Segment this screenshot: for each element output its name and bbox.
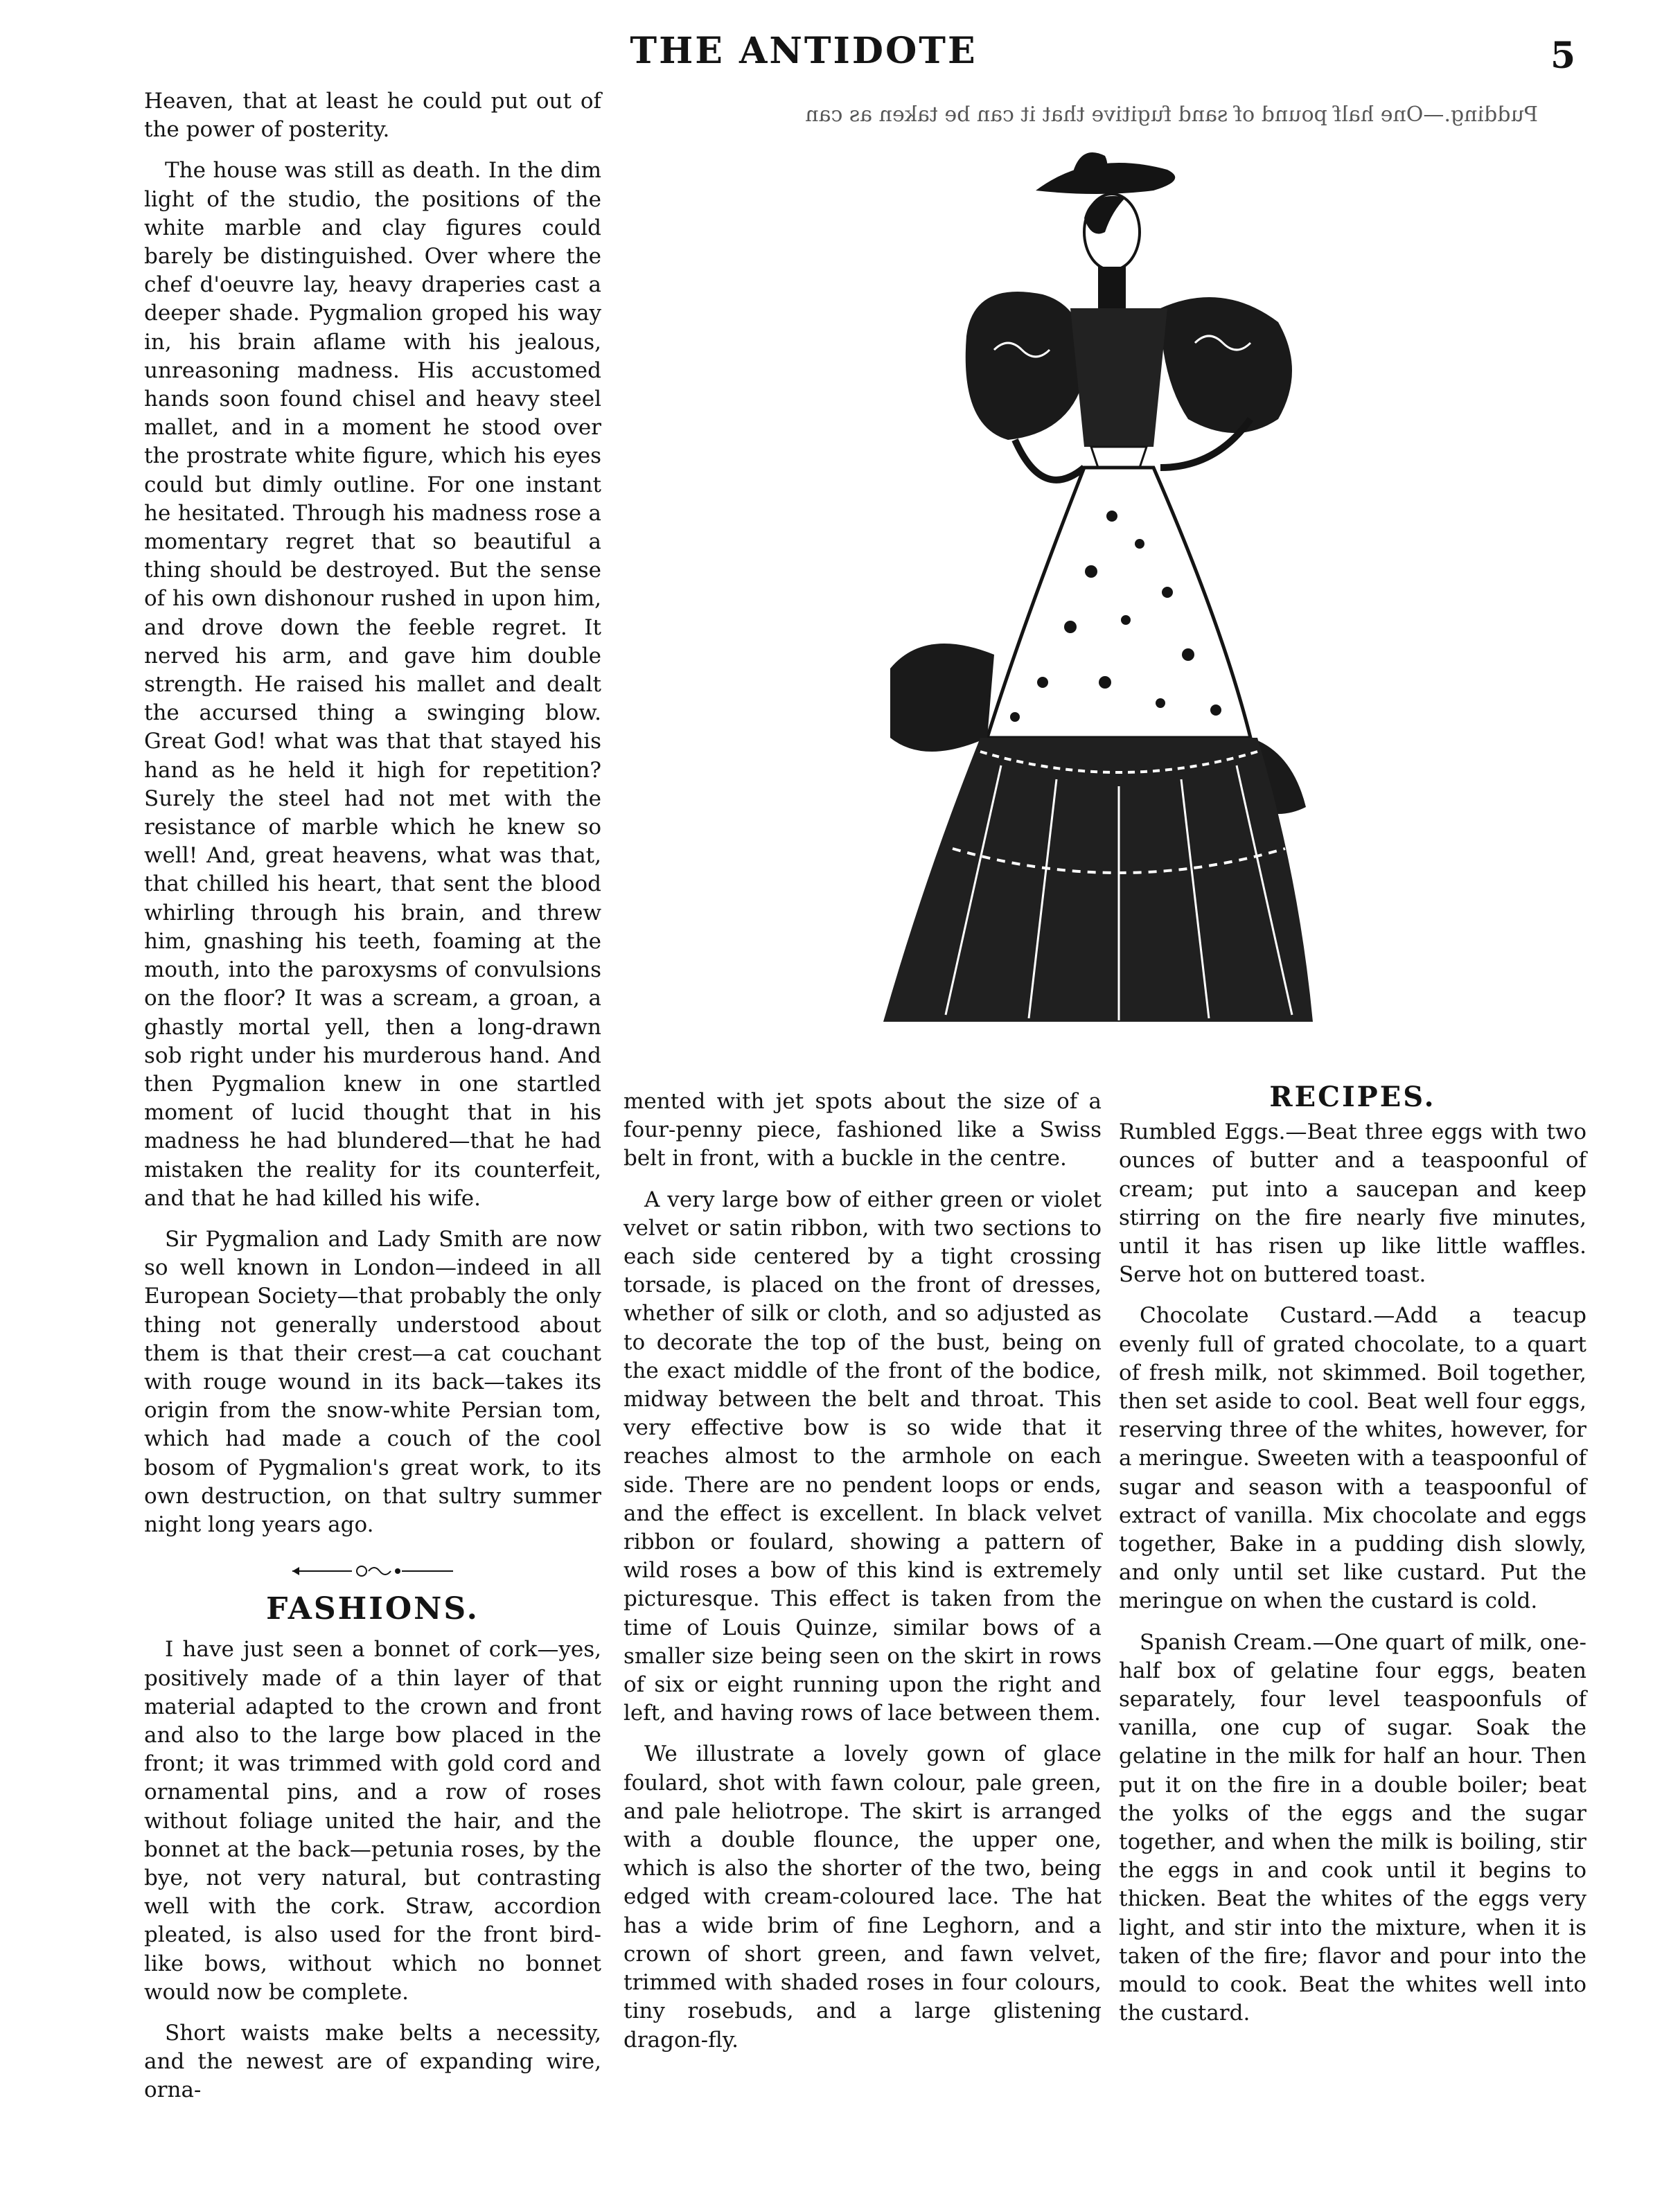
recipes-column xyxy=(1119,1083,1586,2041)
fashions-paragraph: A very large bow of either green or violet velvet or satin ribbon, with two sections to each side centered by a tight crossing torsade, is placed on the front of dresses, whether of silk or cloth, and so adjusted as to decorate the top of the bust, being on the exact middle of the front of the bodice, midway between the belt and throat. This very effective bow is so wide that it reaches almost to the armhole on each side. There are no pendent loops or ends, and the effect is excellent. In black velvet ribbon or foulard, showing a pattern of wild roses a bow of this kind is extremely picturesque. This effect is taken from the time of Louis Quinze, similar bows of a smaller size being seen on the skirt in rows of six or eight running upon the right and left, and having rows of lace between them. xyxy=(624,1187,1102,1726)
story-paragraph: The house was still as death. In the dim light of the studio, the positions of the white marble and clay figures could barely be distinguished. Over where the chef d'oeuvre lay, heavy draperies cast a deeper shade. Pygmalion groped his way in, his brain aflame with his jealous, unreasoning madness. His accustomed hands soon found chisel and heavy steel mallet, and in a moment he stood over the prostrate white figure, which his eyes could but dimly outline. For one instant he hesitated. Through his madness rose a momentary regret that so beautiful a thing should be destroyed. But the sense of his own dishonour rushed in upon him, and drove down the feeble regret. It nerved his arm, and gave him double strength. He raised his mallet and dealt the accursed thing a swinging blow. Great God! what was that that stayed his hand as he held it high for repetition? Surely the steel had not met with the resistance of marble which he knew so well! And, great heavens, what was that, that chilled his heart, that sent the blood whirling through his brain, and threw him, gnashing his teeth, foaming at the mouth, into the paroxysms of convulsions on the floor? It was a scream, a groan, a ghastly mortal yell, then a long-drawn sob right under his murderous hand. And then Pygmalion knew in one startled moment of lucid thought that in his madness he had blundered—that he had mistaken the reality for its counterfeit, and that he had killed his wife. xyxy=(144,158,601,1211)
story-paragraph: Sir Pygmalion and Lady Smith are now so well known in London—indeed in all European Society—that probably the only thing not generally understood about them is that their crest—a cat couchant with rouge wound in its back—takes its origin from the snow-white Persian tom, which had made a couch of the cool bosom of Pygmalion's great work, to its own destruction, on that sultry summer night long years ago. xyxy=(144,1226,601,1537)
recipes-heading: RECIPES. xyxy=(1269,1081,1436,1113)
story-paragraph: Heaven, that at least he could put out of the power of posterity. xyxy=(144,89,601,143)
fashions-paragraph: Short waists make belts a necessity, and the newest are of expanding wire, orna- xyxy=(144,2021,601,2103)
fashions-heading: FASHIONS. xyxy=(266,1591,479,1627)
story-column xyxy=(144,87,601,2118)
woman-in-gown-engraving-icon xyxy=(863,142,1334,1043)
ornament-divider-icon xyxy=(290,1563,456,1579)
recipe-paragraph: Rumbled Eggs.—Beat three eggs with two ounces of butter and a teaspoonful of cream; put into a saucepan and keep stirring on the fire nearly five minutes, until it has risen up like little waffles. Serve hot on buttered toast. xyxy=(1119,1119,1586,1288)
masthead: THE ANTIDOTE xyxy=(630,30,978,72)
fashions-continued-column xyxy=(624,1088,1102,2067)
page-number: 5 xyxy=(1550,35,1576,77)
recipe-paragraph: Chocolate Custard.—Add a teacup evenly full of grated chocolate, to a quart of fresh milk, not skimmed. Boil together, then set aside to cool. Beat well four eggs, reserving three of the whites, however, for a meringue. Sweeten with a teaspoonful of sugar and season with a teaspoonful of extract of vanilla. Mix chocolate and eggs together, Bake in a pudding dish slowly, and only until set like custard. Put the meringue on when the custard is cold. xyxy=(1119,1303,1586,1614)
fashions-paragraph: I have just seen a bonnet of cork—yes, positively made of a thin layer of that material adapted to the crown and front and also to the large bow placed in the front; it was trimmed with gold cord and ornamental pins, and a row of roses without foliage united the hair, and the bonnet at the back—petunia roses, by the bye, not very natural, but contrasting well with the cork. Straw, accordion pleated, is also used for the front bird-like bows, without which no bonnet would now be complete. xyxy=(144,1637,601,2005)
bleed-through-text: Pudding.—One half pound of sand fugitive that it can be taken as can xyxy=(805,103,1538,127)
fashions-paragraph: We illustrate a lovely gown of glace foulard, shot with fawn colour, pale green, and pale heliotrope. The skirt is arranged with a double flounce, the upper one, which is also the shorter of the two, being edged with cream-coloured lace. The hat has a wide brim of fine Leghorn, and a crown of short green, and fawn velvet, trimmed with shaded roses in four colours, tiny rosebuds, and a large glistening dragon-fly. xyxy=(624,1742,1102,2053)
fashions-paragraph: mented with jet spots about the size of a four-penny piece, fashioned like a Swiss belt in front, with a buckle in the centre. xyxy=(624,1089,1102,1171)
recipe-paragraph: Spanish Cream.—One quart of milk, one-half box of gelatine four eggs, beaten separately, four level teaspoonfuls of vanilla, one cup of sugar. Soak the gelatine in the milk for half an hour. Then put it on the fire in a double boiler; beat the yolks of the eggs and the sugar together, and when the milk is boiling, stir the eggs in and cook until it begins to thicken. Beat the whites of the eggs very light, and stir into the mixture, when it is taken of the fire; flavor and pour into the mould to cook. Beat the whites well into the custard. xyxy=(1119,1629,1586,2026)
